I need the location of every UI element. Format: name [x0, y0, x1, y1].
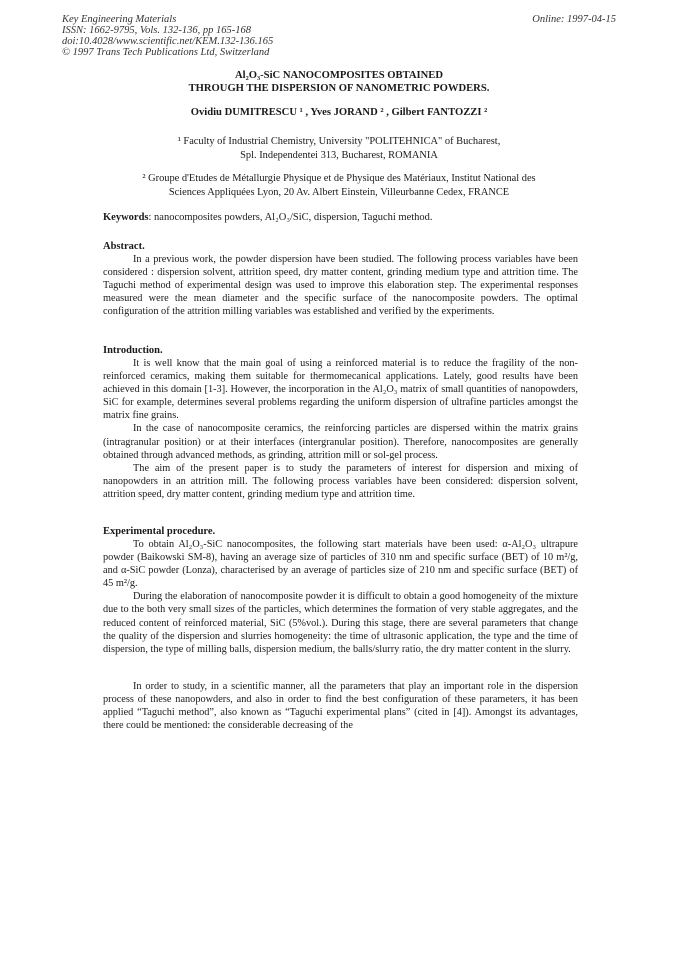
affiliation-1 — [80, 135, 598, 163]
keywords-text: : nanocomposites powders, Al₂O₃/SiC, dispersion, Taguchi method. — [148, 212, 433, 223]
doi-line[interactable]: doi:10.4028/www.scientific.net/KEM.132-136.165 — [62, 36, 274, 47]
experimental-section — [103, 525, 578, 656]
title-line-2: THROUGH THE DISPERSION OF NANOMETRIC POWDERS. — [188, 83, 490, 94]
issn-line: ISSN: 1662-9795, Vols. 132-136, pp 165-168 — [62, 25, 251, 36]
abstract-section — [103, 240, 578, 318]
abstract-paragraph: In a previous work, the powder dispersion have been studied. The following process variables have been considered : dispersion solvent, attrition speed, dry matter content, grinding medium type and attrition time. The Taguchi method of experimental design was used to improve this elaboration step. The experimental responses measured were the mean diameter and the specific surface of the nanocomposite powders. The optimal configuration of the attrition milling variables was established and verified by the experiments. — [103, 254, 578, 318]
experimental-continuation — [103, 680, 578, 732]
affiliation-2-line-1: ² Groupe d'Etudes de Métallurgie Physique et de Physique des Matériaux, Institut National des — [142, 173, 536, 184]
affiliation-2 — [80, 172, 598, 200]
keywords-label: Keywords — [103, 212, 149, 223]
experimental-paragraph-3: In order to study, in a scientific manner, all the parameters that play an important role in the dispersion process of these nanopowders, and also in order to find the best configuration of these parameters, it has been applied “Taguchi method”, also known as “Taguchi experimental plans” (cited in [4]). Amongst its advantages, there could be mentioned: the considerable decreasing of the — [103, 681, 578, 732]
paper-title — [0, 69, 678, 95]
introduction-paragraph-3: The aim of the present paper is to study the parameters of interest for dispersion and mixing of nanopowders in an attrition mill. The following process variables have been considered: dispersion solvent, attrition speed, dry matter content, grinding medium type and attrition time. — [103, 462, 578, 500]
experimental-paragraph-1: To obtain Al₂O₃-SiC nanocomposites, the following start materials have been used: α-Al₂O₃ ultrapure powder (Baikowski SM-8), having an average size of particles of 310 nm and specific surface (BET) of 10 m²/g, and α-SiC powder (Lonza), characterised by an average of particles size of 210 nm and specific surface (BET) of 45 m²/g. — [103, 539, 578, 590]
experimental-paragraph-2: During the elaboration of nanocomposite powder it is difficult to obtain a good homogeneity of the mixture due to the both very small sizes of the particles, which determines the formation of very stable aggregates, and the reduced content of reinforced material, SiC (5%vol.). During this stage, there are several parameters that change the quality of the dispersion and slurries homogeneity: the time of ultrasonic application, the type and the time of dispersion, the type of milling balls, dispersion medium, the balls/slurry ratio, the dry matter content in the slurry. — [103, 591, 578, 655]
introduction-heading: Introduction. — [103, 345, 163, 356]
journal-name: Key Engineering Materials — [62, 14, 177, 25]
author-list: Ovidiu DUMITRESCU ¹ , Yves JORAND ² , Gilbert FANTOZZI ² — [190, 107, 488, 118]
abstract-heading: Abstract. — [103, 241, 145, 252]
affiliation-1-line-1: ¹ Faculty of Industrial Chemistry, University "POLITEHNICA" of Bucharest, — [177, 136, 501, 147]
title-line-1: Al₂O₃-SiC NANOCOMPOSITES OBTAINED — [234, 70, 444, 81]
affiliation-2-line-2: Sciences Appliquées Lyon, 20 Av. Albert Einstein, Villeurbanne Cedex, FRANCE — [168, 187, 510, 198]
copyright-line: © 1997 Trans Tech Publications Ltd, Switzerland — [62, 47, 270, 58]
introduction-section — [103, 344, 578, 501]
introduction-paragraph-1: It is well know that the main goal of using a reinforced material is to reduce the fragility of the non-reinforced ceramics, making them suitable for thermomecanical applications. Lately, good results have been achieved in this domain [1-3]. However, the incorporation in the Al₂O₃ matrix of small quantities of nanopowders, SiC for example, determines several problems regarding the uniform dispersion of ultrafine particles amongst the matrix fine grains. — [103, 358, 578, 422]
citation-header — [62, 14, 273, 58]
keywords-line — [103, 212, 603, 223]
introduction-paragraph-2: In the case of nanocomposite ceramics, the reinforcing particles are dispersed within the matrix grains (intragranular position) or at their interfaces (intergranular position). Therefore, nanocomposites are generally obtained through advanced methods, as grinding, attrition mill or sol-gel process. — [103, 423, 578, 461]
online-date: Online: 1997-04-15 — [532, 14, 616, 25]
affiliation-1-line-2: Spl. Independentei 313, Bucharest, ROMANIA — [240, 150, 438, 161]
experimental-heading: Experimental procedure. — [103, 526, 216, 537]
